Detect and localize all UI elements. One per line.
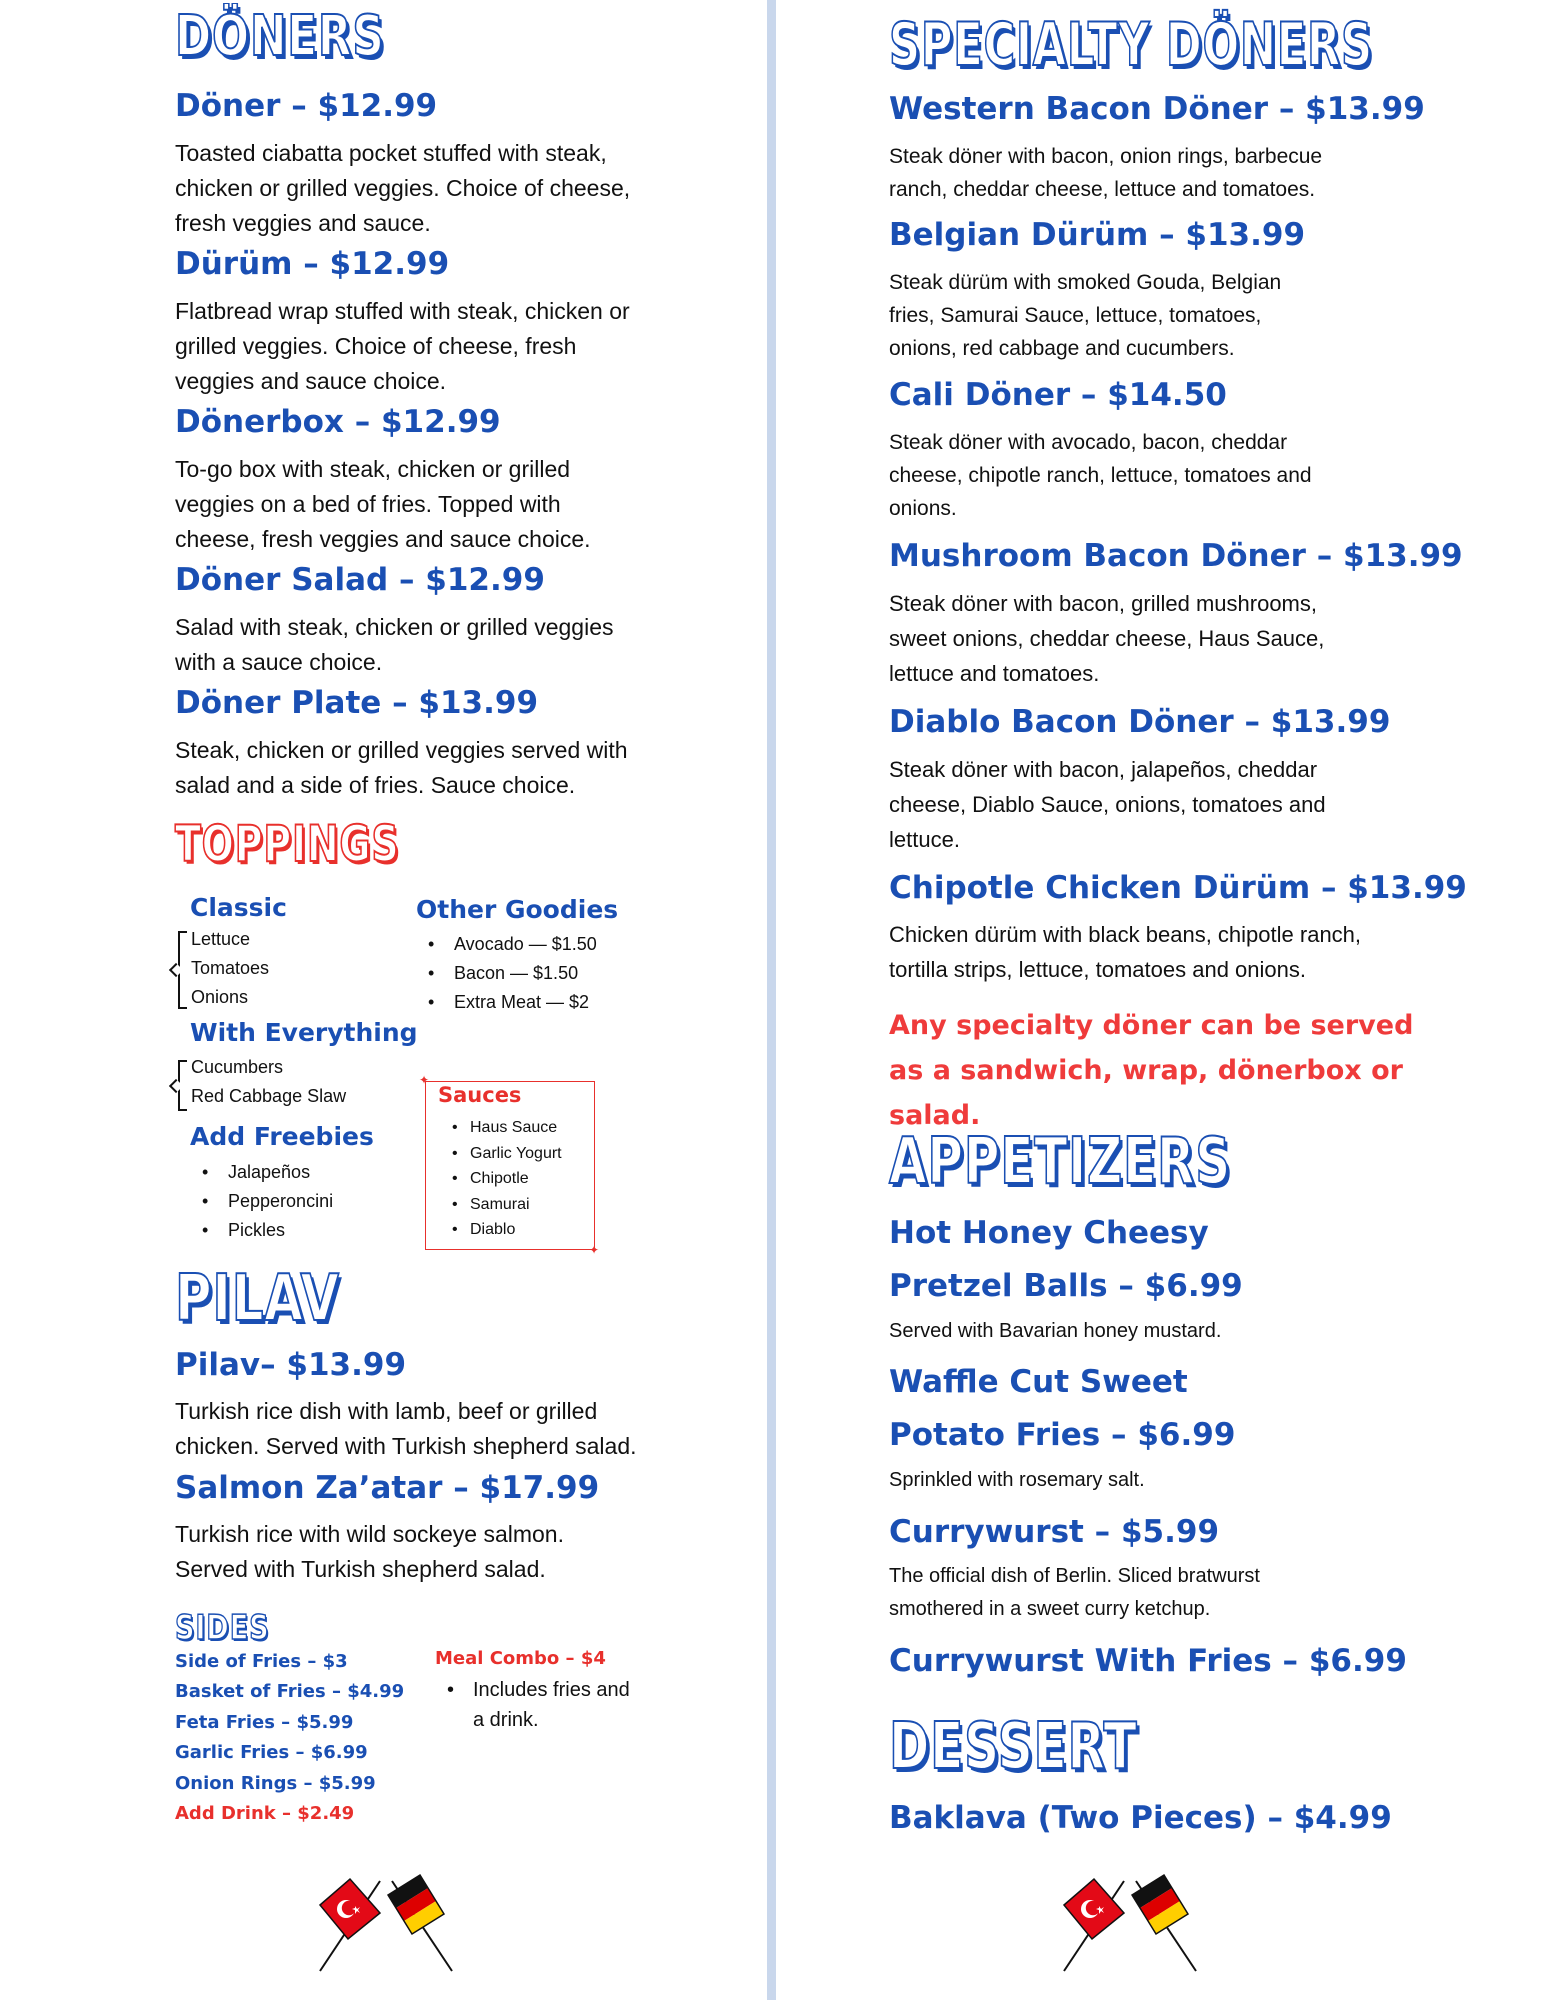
specialty-doners-heading: SPECIALTY DÖNERS — [889, 10, 1373, 80]
turkey-flag-icon — [1064, 1879, 1124, 1971]
doner-title: Döner – $12.99 — [175, 88, 438, 124]
specialty-note: Any specialty döner can be served as a sandwich, wrap, dönerbox or salad. — [889, 1010, 1414, 1131]
sweet-potato-title-line1: Waffle Cut Sweet — [889, 1364, 1188, 1400]
currywurst-title: Currywurst – $5.99 — [889, 1514, 1220, 1550]
doner-salad-desc: Salad with steak, chicken or grilled veggies with a sauce choice. — [175, 614, 614, 675]
pilav-title: Pilav– $13.99 — [175, 1347, 407, 1383]
baklava-title: Baklava (Two Pieces) – $4.99 — [889, 1800, 1392, 1836]
doner-plate-desc: Steak, chicken or grilled veggies served with salad and a side of fries. Sauce choice. — [175, 737, 628, 798]
chipotle-chicken-title: Chipotle Chicken Dürüm – $13.99 — [889, 870, 1467, 906]
list-item: • Haus Sauce — [452, 1115, 562, 1141]
list-item: Red Cabbage Slaw — [191, 1086, 347, 1106]
belgian-durum-title: Belgian Dürüm – $13.99 — [889, 217, 1306, 253]
sides-heading: SIDES — [175, 1608, 270, 1648]
add-freebies-title: Add Freebies — [190, 1122, 374, 1151]
pilav-desc: Turkish rice dish with lamb, beef or grilled chicken. Served with Turkish shepherd salad. — [175, 1398, 637, 1459]
with-everything-list — [191, 1053, 346, 1111]
add-drink-item: Add Drink – $2.49 — [175, 1803, 355, 1825]
turkish-german-flags — [1054, 1873, 1206, 1973]
list-item: Tomatoes — [191, 958, 270, 978]
sweet-potato-desc: Sprinkled with rosemary salt. — [889, 1469, 1145, 1491]
turkish-german-flags — [310, 1873, 462, 1973]
doner-salad-title: Döner Salad – $12.99 — [175, 562, 545, 598]
durum-title: Dürüm – $12.99 — [175, 246, 450, 282]
sparkle-icon: ✦ — [589, 1243, 600, 1257]
list-item: Garlic Fries – $6.99 — [175, 1742, 368, 1764]
other-goodies-title: Other Goodies — [416, 895, 619, 924]
list-item: • Jalapeños — [202, 1158, 333, 1187]
list-item: Lettuce — [191, 929, 251, 949]
sauces-list — [452, 1115, 562, 1243]
classic-title: Classic — [190, 893, 287, 922]
list-item: Basket of Fries – $4.99 — [175, 1681, 405, 1703]
germany-flag-icon — [1132, 1875, 1196, 1971]
donerbox-title: Dönerbox – $12.99 — [175, 404, 501, 440]
currywurst-desc: The official dish of Berlin. Sliced bratwurst smothered in a sweet curry ketchup. — [889, 1565, 1260, 1620]
dessert-heading: DESSERT — [889, 1710, 1138, 1784]
cali-doner-title: Cali Döner – $14.50 — [889, 377, 1227, 413]
germany-flag-icon — [388, 1875, 452, 1971]
list-item: • Samurai — [452, 1192, 562, 1218]
pretzel-balls-title-line1: Hot Honey Cheesy — [889, 1215, 1209, 1251]
meal-combo-title: Meal Combo – $4 — [435, 1648, 606, 1669]
list-item: • Extra Meat — $2 — [428, 988, 597, 1017]
list-item: • Diablo — [452, 1217, 562, 1243]
western-bacon-desc: Steak döner with bacon, onion rings, barbecue ranch, cheddar cheese, lettuce and tomatoes. — [889, 145, 1323, 201]
other-goodies-list — [428, 930, 597, 1017]
diablo-bacon-desc: Steak döner with bacon, jalapeños, cheddar cheese, Diablo Sauce, onions, tomatoes and lettuce. — [889, 757, 1326, 852]
mushroom-bacon-title: Mushroom Bacon Döner – $13.99 — [889, 538, 1463, 574]
list-item: • Avocado — $1.50 — [428, 930, 597, 959]
turkey-flag-icon — [320, 1879, 380, 1971]
list-item: • Pickles — [202, 1216, 333, 1245]
mushroom-bacon-desc: Steak döner with bacon, grilled mushrooms, sweet onions, cheddar cheese, Haus Sauce, lettuce and tomatoes. — [889, 591, 1325, 686]
cali-doner-desc: Steak döner with avocado, bacon, cheddar cheese, chipotle ranch, lettuce, tomatoes and onions. — [889, 431, 1312, 520]
list-item: Cucumbers — [191, 1057, 284, 1077]
list-item: • Includes fries and a drink. — [441, 1675, 641, 1735]
sides-list — [175, 1647, 404, 1829]
salmon-zaatar-desc: Turkish rice with wild sockeye salmon. Served with Turkish shepherd salad. — [175, 1521, 564, 1582]
doner-desc: Toasted ciabatta pocket stuffed with steak, chicken or grilled veggies. Choice of cheese, fresh veggies and sauce. — [175, 140, 631, 236]
list-item: Onion Rings – $5.99 — [175, 1772, 376, 1794]
list-item: • Garlic Yogurt — [452, 1141, 562, 1167]
classic-list — [191, 925, 269, 1012]
pilav-heading: PILAV — [175, 1262, 340, 1336]
with-everything-brace — [178, 1060, 187, 1111]
pretzel-balls-desc: Served with Bavarian honey mustard. — [889, 1320, 1222, 1342]
currywurst-fries-title: Currywurst With Fries – $6.99 — [889, 1643, 1407, 1679]
chipotle-chicken-desc: Chicken dürüm with black beans, chipotle ranch, tortilla strips, lettuce, tomatoes and onions. — [889, 922, 1362, 982]
belgian-durum-desc: Steak dürüm with smoked Gouda, Belgian fries, Samurai Sauce, lettuce, tomatoes, onions, red cabbage and cucumbers. — [889, 271, 1282, 360]
sweet-potato-title-line2: Potato Fries – $6.99 — [889, 1417, 1236, 1453]
sauces-title: Sauces — [438, 1083, 522, 1107]
salmon-zaatar-title: Salmon Za’atar – $17.99 — [175, 1470, 600, 1506]
list-item: Feta Fries – $5.99 — [175, 1711, 354, 1733]
list-item: Side of Fries – $3 — [175, 1651, 348, 1672]
add-freebies-list — [202, 1158, 333, 1245]
toppings-heading: TOPPINGS — [175, 815, 400, 873]
column-divider — [767, 0, 776, 2000]
doner-plate-title: Döner Plate – $13.99 — [175, 685, 539, 721]
with-everything-title: With Everything — [190, 1018, 418, 1047]
list-item: • Bacon — $1.50 — [428, 959, 597, 988]
meal-combo-list — [441, 1675, 641, 1735]
durum-desc: Flatbread wrap stuffed with steak, chicken or grilled veggies. Choice of cheese, fresh veggies and sauce choice. — [175, 298, 630, 394]
sparkle-icon: ✦ — [419, 1073, 430, 1087]
classic-brace — [178, 931, 187, 1009]
list-item: • Pepperoncini — [202, 1187, 333, 1216]
doners-heading: DÖNERS — [175, 4, 385, 69]
list-item: Onions — [191, 987, 249, 1007]
pretzel-balls-title-line2: Pretzel Balls – $6.99 — [889, 1268, 1243, 1304]
donerbox-desc: To-go box with steak, chicken or grilled veggies on a bed of fries. Topped with cheese, fresh veggies and sauce choice. — [175, 456, 591, 552]
list-item: • Chipotle — [452, 1166, 562, 1192]
western-bacon-title: Western Bacon Döner – $13.99 — [889, 91, 1425, 127]
appetizers-heading: APPETIZERS — [889, 1125, 1232, 1199]
diablo-bacon-title: Diablo Bacon Döner – $13.99 — [889, 704, 1391, 740]
